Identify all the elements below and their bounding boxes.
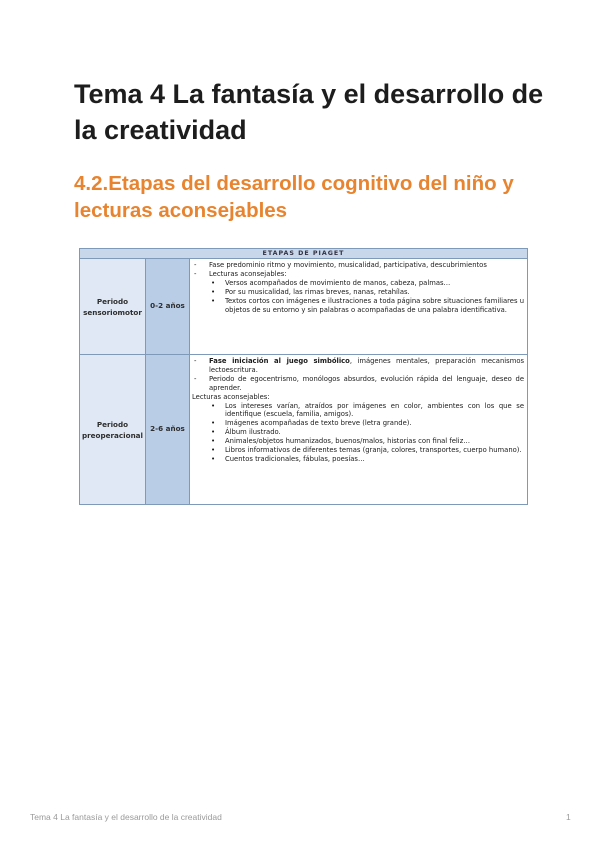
reading-label: Lecturas aconsejables:	[209, 269, 287, 278]
period-cell: Periodo preoperacional	[80, 355, 146, 505]
list-item: - Periodo de egocentrismo, monólogos absurdos, evolución rápida del lenguaje, deseo de aprender.	[192, 375, 524, 393]
content-cell	[190, 259, 528, 355]
content-cell	[190, 355, 528, 505]
table-header-row	[80, 249, 528, 259]
page-title: Tema 4 La fantasía y el desarrollo de la creatividad	[74, 79, 544, 145]
dash-list	[192, 357, 524, 393]
list-item: • Por su musicalidad, las rimas breves, nanas, retahílas.	[192, 288, 524, 297]
age-cell: 2-6 años	[146, 355, 190, 505]
bullet-list	[192, 402, 524, 464]
list-item: • Los intereses varían, atraídos por imágenes en color, ambientes con los que se identifique (escuela, familia, amigos).	[192, 402, 524, 420]
list-item	[192, 357, 524, 375]
dash-list	[192, 261, 524, 314]
age-cell: 0-2 años	[146, 259, 190, 355]
section-heading: 4.2.Etapas del desarrollo cognitivo del niño y lecturas aconsejables	[74, 172, 514, 222]
page-number: 1	[566, 812, 571, 822]
list-item: • Imágenes acompañadas de texto breve (letra grande).	[192, 419, 524, 428]
list-item: - Fase predominio ritmo y movimiento, musicalidad, participativa, descubrimientos	[192, 261, 524, 270]
phase-description: , imágenes mentales, preparación mecanismos lectoescritura.	[209, 357, 525, 374]
list-item: • Animales/objetos humanizados, buenos/malos, historias con final feliz…	[192, 437, 524, 446]
table-row	[80, 355, 528, 505]
list-item: • Álbum ilustrado.	[192, 428, 524, 437]
table-row	[80, 259, 528, 355]
phase-label: Fase iniciación al juego simbólico	[209, 357, 350, 365]
list-item: • Cuentos tradicionales, fábulas, poesías…	[192, 455, 524, 464]
bullet-list	[192, 279, 524, 315]
reading-label: Lecturas aconsejables:	[192, 392, 270, 401]
list-item: • Versos acompañados de movimiento de manos, cabeza, palmas…	[192, 279, 524, 288]
footer-title: Tema 4 La fantasía y el desarrollo de la creatividad	[30, 812, 222, 822]
list-item: • Libros informativos de diferentes temas (granja, colores, transportes, cuerpo humano).	[192, 446, 524, 455]
list-item	[192, 270, 524, 315]
table-header: ETAPAS DE PIAGET	[80, 249, 528, 259]
list-item: • Textos cortos con imágenes e ilustraciones a toda página sobre situaciones familiares u objetos de su entorno y sin palabras o acompañadas de una palabra identificativa.	[192, 297, 524, 315]
period-cell: Periodo sensoriomotor	[80, 259, 146, 355]
piaget-stages-table	[79, 248, 528, 505]
